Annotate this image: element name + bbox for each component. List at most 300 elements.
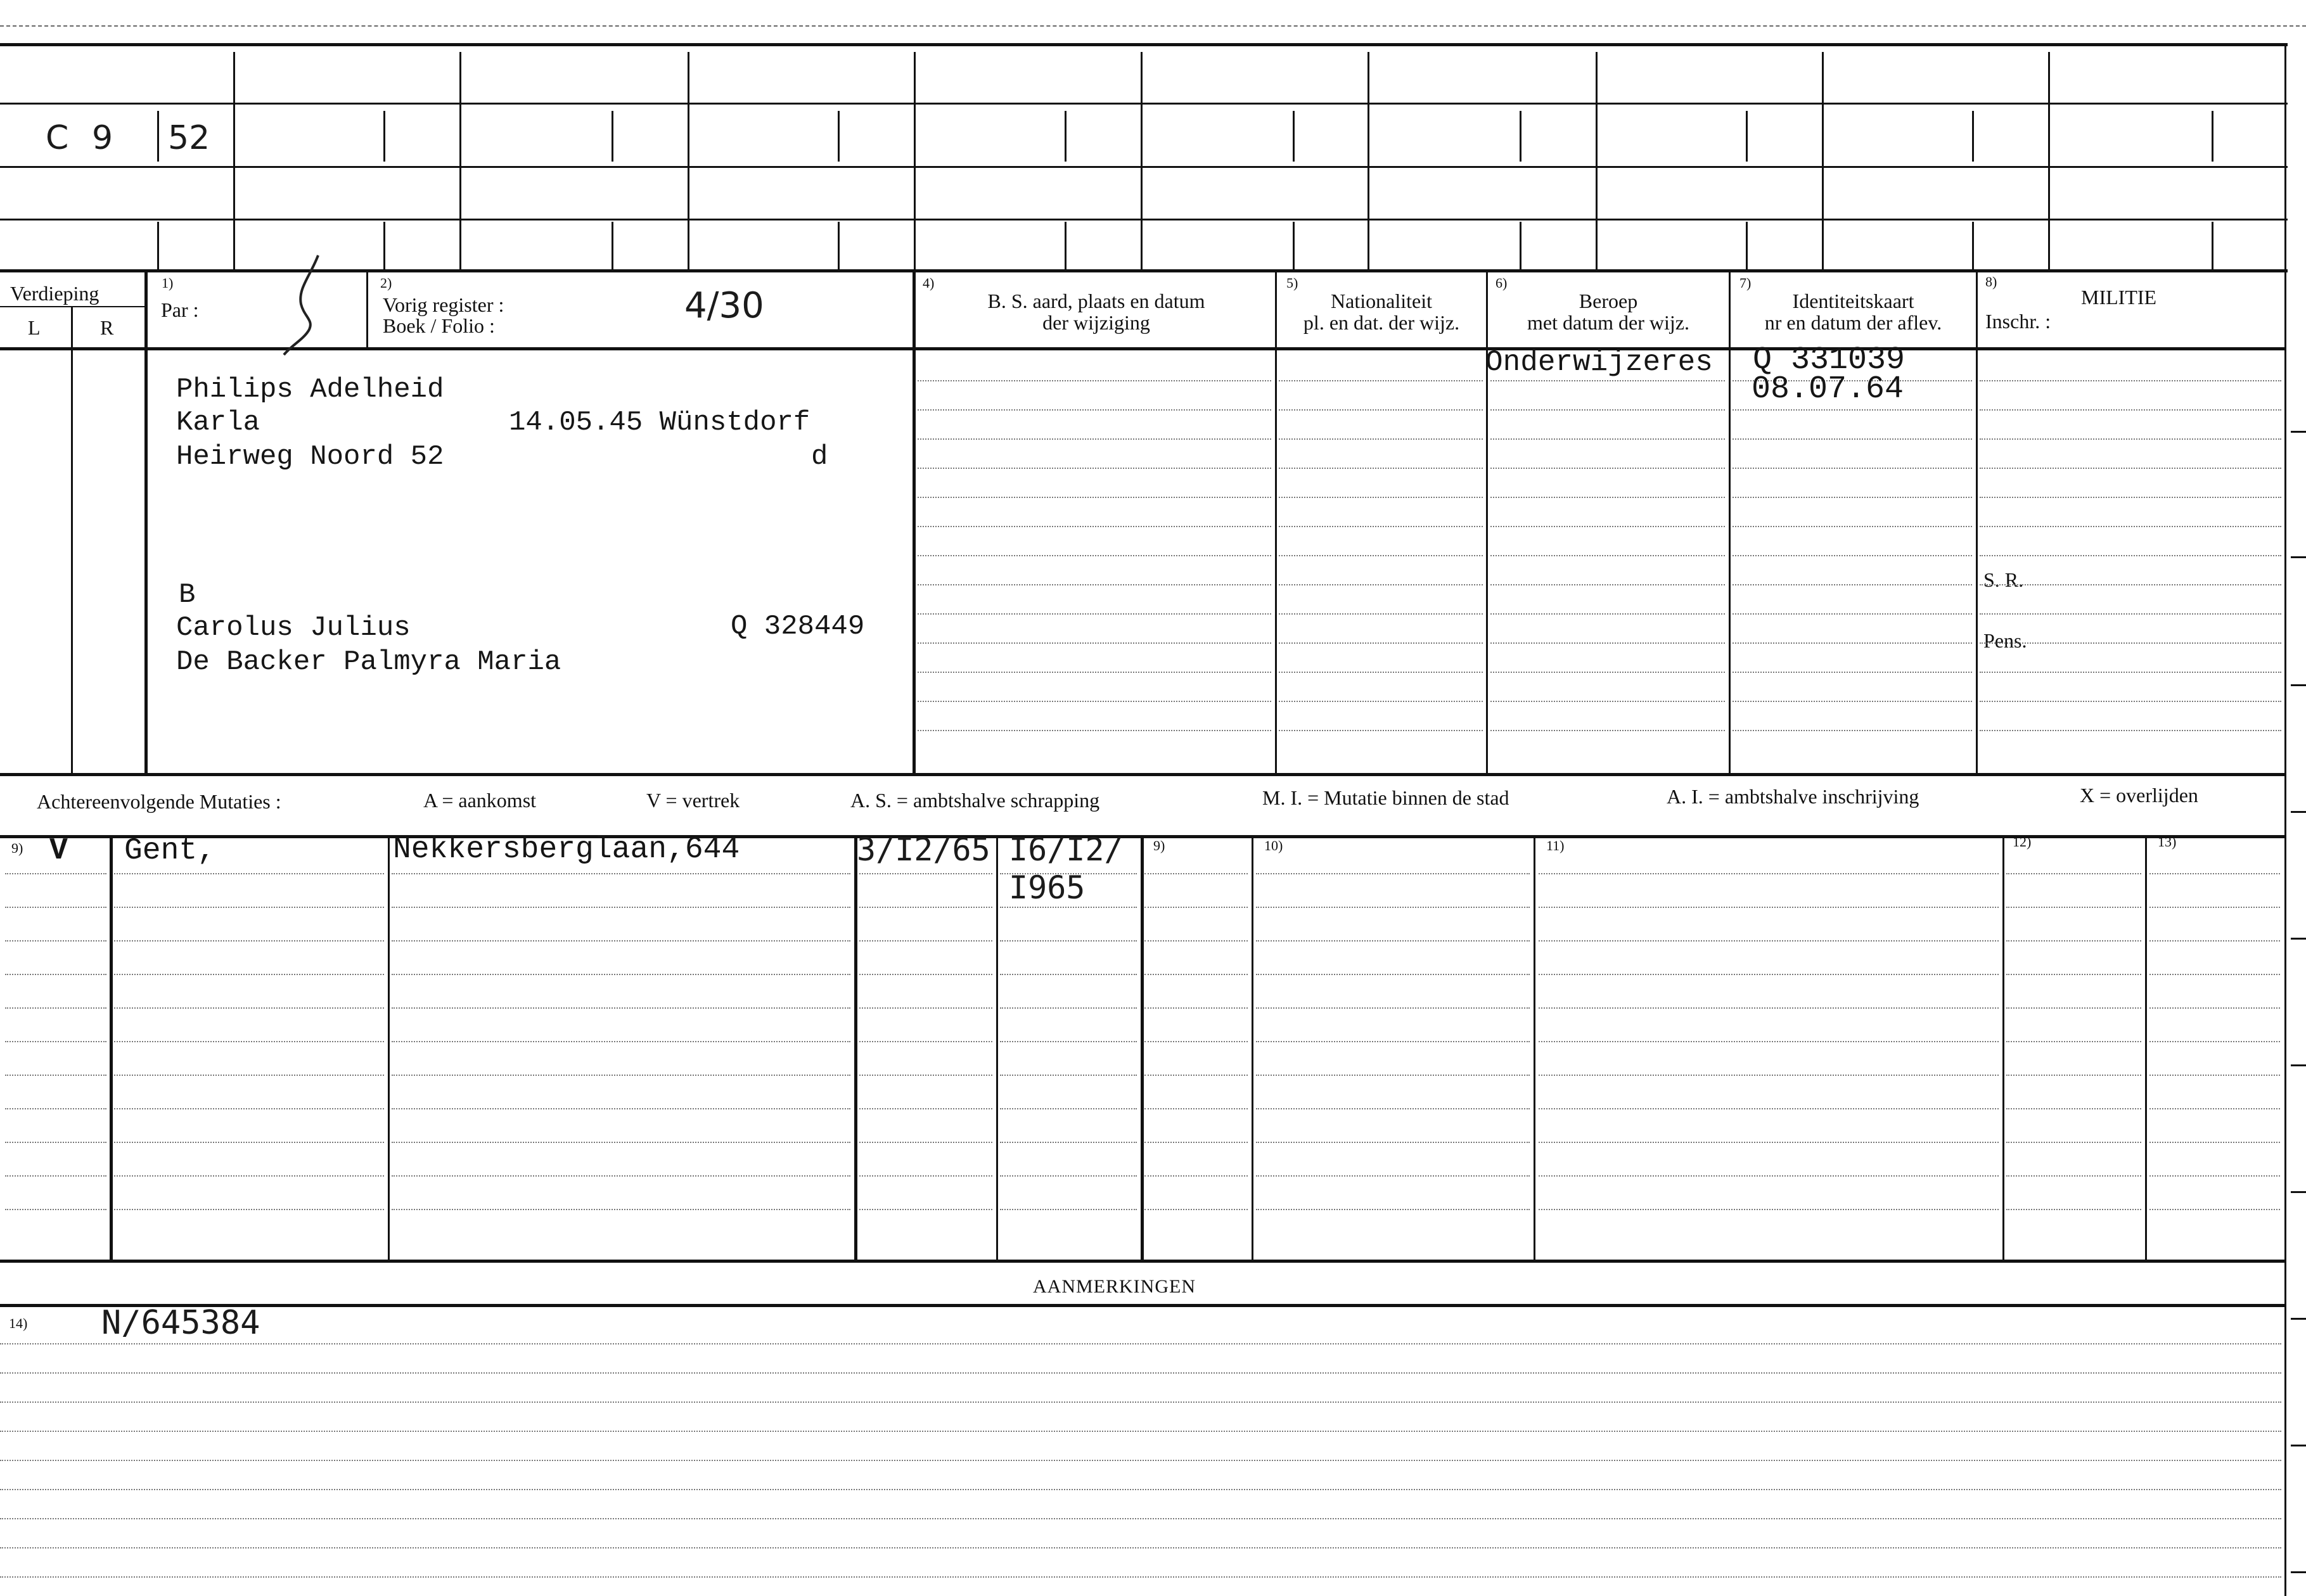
boek-folio-value: 4/30: [684, 285, 764, 326]
pens-label: Pens.: [1983, 629, 2027, 652]
ruling-line: [2149, 873, 2280, 874]
person-gender: d: [811, 441, 828, 473]
ruling-line: [1490, 730, 1725, 731]
ruling-line: [1490, 642, 1725, 644]
mutation-date2-line2: I965: [1009, 869, 1086, 906]
ruling-line: [5, 1175, 106, 1177]
ruling-line: [1144, 1075, 1248, 1076]
ruling-line: [392, 1142, 850, 1143]
ruling-line: [1144, 1007, 1248, 1009]
mutation-col-border: [2002, 835, 2004, 1260]
ruling-line: [1000, 1209, 1137, 1210]
ruling-line: [859, 907, 992, 908]
par-scribble: [272, 250, 342, 358]
top-grid-v: [688, 52, 689, 269]
ruling-line: [1279, 380, 1483, 381]
legend-aankomst: A = aankomst: [423, 789, 537, 812]
top-grid-tick: [2212, 111, 2213, 162]
ruling-line: [2149, 1142, 2280, 1143]
mutation-street: Nekkersberglaan,644: [393, 833, 740, 867]
par-column-border: [366, 272, 368, 347]
remarks-title: AANMERKINGEN: [1033, 1276, 1196, 1297]
ruling-line: [114, 1007, 384, 1009]
top-grid-tick: [157, 222, 159, 269]
top-grid-tick: [383, 111, 385, 162]
ruling-line: [2006, 1142, 2141, 1143]
ruling-line: [1490, 438, 1725, 440]
ruling-line: [2149, 974, 2280, 975]
ruling-line: [5, 873, 106, 874]
top-grid-tick: [1746, 111, 1748, 162]
beroep-label-line1: Beroep: [1579, 290, 1638, 312]
ruling-line: [918, 642, 1271, 644]
bs-column-border: [913, 272, 916, 773]
ruling-line: [1490, 468, 1725, 469]
mutation-col-border: [2145, 835, 2147, 1260]
ruling-line: [859, 974, 992, 975]
ruling-line: [1539, 1041, 1999, 1042]
ruling-line: [5, 1007, 106, 1009]
ruling-line: [1733, 613, 1972, 615]
vorig-register-label: Vorig register :: [383, 293, 504, 316]
person-name-line2: Karla: [176, 407, 260, 438]
verdieping-column-border: [144, 272, 148, 773]
ruling-line: [5, 974, 106, 975]
ruling-line: [0, 1576, 2281, 1578]
ruling-line: [918, 613, 1271, 615]
legend-mutatie: M. I. = Mutatie binnen de stad: [1262, 786, 1509, 809]
bs-label-line2: der wijziging: [1042, 311, 1150, 334]
ruling-line: [5, 1075, 106, 1076]
ruling-line: [0, 1547, 2281, 1548]
ruling-line: [392, 1075, 850, 1076]
ruling-line: [859, 1108, 992, 1109]
ruling-line: [2006, 974, 2141, 975]
mutation-date1: 3/I2/65: [857, 831, 990, 868]
ruling-line: [1539, 1108, 1999, 1109]
ruling-line: [2006, 1075, 2141, 1076]
ruling-line: [1279, 555, 1483, 556]
ruling-line: [1256, 1142, 1530, 1143]
top-grid-tick: [1293, 111, 1295, 162]
ruling-line: [392, 1041, 850, 1042]
ruling-line: [114, 1142, 384, 1143]
ruling-line: [0, 1343, 2281, 1344]
ruling-line: [1256, 1175, 1530, 1177]
top-grid-v: [1368, 52, 1369, 269]
ruling-line: [918, 380, 1271, 381]
id-label-line2: nr en datum der aflev.: [1764, 311, 1942, 334]
ruling-line: [2149, 907, 2280, 908]
ruling-line: [392, 1007, 850, 1009]
ruling-line: [1279, 672, 1483, 673]
top-grid-v: [2284, 43, 2286, 1596]
ruling-line: [1490, 497, 1725, 498]
ruling-line: [1539, 873, 1999, 874]
ruling-line: [1733, 438, 1972, 440]
ruling-line: [1279, 584, 1483, 585]
margin-tick: [2291, 1571, 2306, 1573]
margin-tick: [2291, 1064, 2306, 1066]
boek-folio-label: Boek / Folio :: [383, 314, 495, 337]
ruling-line: [1980, 672, 2281, 673]
ruling-line: [1539, 1075, 1999, 1076]
margin-tick: [2291, 431, 2306, 433]
top-grid-tick: [1065, 222, 1067, 269]
ruling-line: [1279, 730, 1483, 731]
mutation-col-border: [854, 835, 857, 1260]
top-grid-v: [2048, 52, 2050, 269]
ruling-line: [918, 555, 1271, 556]
person-block-bottom-line: [0, 773, 2284, 776]
ruling-line: [1980, 468, 2281, 469]
ruling-line: [1144, 873, 1248, 874]
ruling-line: [2149, 1075, 2280, 1076]
ruling-line: [0, 1372, 2281, 1374]
ruling-line: [1144, 1209, 1248, 1210]
top-grid-tick: [1520, 111, 1521, 162]
ruling-line: [1733, 701, 1972, 702]
ruling-line: [1980, 584, 2281, 585]
ruling-line: [1490, 701, 1725, 702]
ruling-line: [859, 1209, 992, 1210]
ruling-line: [114, 1209, 384, 1210]
legend-schrapping: A. S. = ambtshalve schrapping: [850, 789, 1100, 812]
ruling-line: [1256, 974, 1530, 975]
top-grid-v: [914, 52, 916, 269]
ruling-line: [1279, 438, 1483, 440]
ruling-line: [1539, 1142, 1999, 1143]
father-id: Q 328449: [731, 611, 865, 642]
ruling-line: [859, 1007, 992, 1009]
ruling-line: [1279, 497, 1483, 498]
ruling-line: [1256, 940, 1530, 942]
ruling-line: [1144, 1142, 1248, 1143]
ruling-line: [114, 1075, 384, 1076]
floor-left-label: L: [28, 316, 41, 339]
ruling-line: [1490, 672, 1725, 673]
ruling-line: [392, 940, 850, 942]
ruling-line: [1980, 380, 2281, 381]
ruling-line: [1539, 974, 1999, 975]
ruling-line: [1144, 940, 1248, 942]
id-column-border: [1729, 272, 1731, 773]
ruling-line: [1000, 1175, 1137, 1177]
ruling-line: [392, 907, 850, 908]
id-date-value: 08.07.64: [1752, 371, 1904, 407]
nat-label-line1: Nationaliteit: [1331, 290, 1432, 312]
note-6: 6): [1496, 275, 1508, 291]
mutation-bottom-line: [0, 1260, 2284, 1263]
note-1: 1): [162, 275, 174, 291]
ruling-line: [1980, 526, 2281, 527]
ruling-line: [1539, 907, 1999, 908]
ruling-line: [2006, 1007, 2141, 1009]
margin-tick: [2291, 556, 2306, 558]
ruling-line: [1000, 1108, 1137, 1109]
top-code-letter: C: [46, 119, 69, 157]
ruling-line: [2149, 1041, 2280, 1042]
legend-vertrek: V = vertrek: [646, 789, 740, 812]
header-bottom-line: [0, 347, 2284, 350]
ruling-line: [1256, 873, 1530, 874]
ruling-line: [5, 907, 106, 908]
top-grid-v: [1822, 52, 1824, 269]
ruling-line: [1256, 1007, 1530, 1009]
ruling-line: [1733, 468, 1972, 469]
legend-inschrijving: A. I. = ambtshalve inschrijving: [1667, 785, 1919, 808]
ruling-line: [1144, 1175, 1248, 1177]
ruling-line: [2149, 1108, 2280, 1109]
ruling-line: [1000, 1075, 1137, 1076]
ruling-line: [1144, 1108, 1248, 1109]
top-grid-tick: [1293, 222, 1295, 269]
ruling-line: [1733, 642, 1972, 644]
person-name-line1: Philips Adelheid: [176, 374, 444, 405]
ruling-line: [918, 468, 1271, 469]
ruling-line: [859, 1041, 992, 1042]
top-grid-v: [1141, 52, 1143, 269]
ruling-line: [1000, 974, 1137, 975]
top-code-number: 9: [92, 119, 113, 157]
id-number-value: Q 331039: [1753, 342, 1906, 378]
floor-right-label: R: [100, 316, 114, 339]
ruling-line: [1000, 1007, 1137, 1009]
id-label-line1: Identiteitskaart: [1792, 290, 1914, 312]
ruling-line: [114, 1175, 384, 1177]
ruling-line: [1144, 1041, 1248, 1042]
ruling-line: [1000, 1142, 1137, 1143]
top-grid-tick: [838, 111, 840, 162]
ruling-line: [5, 1041, 106, 1042]
ruling-line: [1980, 555, 2281, 556]
ruling-line: [1980, 642, 2281, 644]
mut-note-9: 9): [11, 840, 23, 856]
ruling-line: [2149, 1175, 2280, 1177]
ruling-line: [859, 873, 992, 874]
ruling-line: [392, 1175, 850, 1177]
ruling-line: [1144, 974, 1248, 975]
ruling-line: [2006, 907, 2141, 908]
mutation-col-border: [110, 835, 113, 1260]
militie-column-border: [1976, 272, 1978, 773]
ruling-line: [1279, 526, 1483, 527]
legend-overlijden: X = overlijden: [2080, 784, 2198, 807]
ruling-line: [114, 940, 384, 942]
note-4: 4): [923, 275, 935, 291]
parents-label: B: [179, 579, 196, 611]
ruling-line: [2149, 940, 2280, 942]
ruling-line: [392, 873, 850, 874]
nat-column-border: [1275, 272, 1277, 773]
top-edge-line: [0, 25, 2306, 27]
top-grid-tick: [1520, 222, 1521, 269]
top-grid-v: [1596, 52, 1598, 269]
ruling-line: [392, 974, 850, 975]
inschr-label: Inschr. :: [1985, 310, 2051, 333]
ruling-line: [1256, 1108, 1530, 1109]
ruling-line: [114, 1108, 384, 1109]
beroep-value: Onderwijzeres: [1485, 346, 1713, 379]
ruling-line: [1490, 584, 1725, 585]
margin-tick: [2291, 811, 2306, 813]
ruling-line: [2006, 940, 2141, 942]
ruling-line: [5, 1209, 106, 1210]
mutation-col-border: [1141, 835, 1144, 1260]
remarks-title-line: [0, 1304, 2284, 1307]
margin-tick: [2291, 1445, 2306, 1446]
margin-tick: [2291, 684, 2306, 686]
ruling-line: [5, 940, 106, 942]
top-grid-top-line: [0, 43, 2288, 46]
ruling-line: [1539, 1209, 1999, 1210]
ruling-line: [1279, 409, 1483, 411]
mut-note-11: 11): [1546, 838, 1565, 853]
ruling-line: [918, 701, 1271, 702]
ruling-line: [392, 1209, 850, 1210]
top-grid-bottom-line: [0, 269, 2288, 272]
top-grid-line-3: [0, 166, 2288, 168]
top-grid-tick: [157, 111, 159, 162]
note-7: 7): [1739, 275, 1752, 291]
margin-tick: [2291, 1191, 2306, 1193]
mutation-col-border: [1252, 835, 1253, 1260]
militie-title: MILITIE: [2081, 286, 2157, 309]
ruling-line: [1980, 409, 2281, 411]
mutation-type: V: [49, 834, 68, 868]
par-label: Par :: [161, 298, 199, 321]
mutation-col-border: [996, 835, 998, 1260]
ruling-line: [5, 1108, 106, 1109]
top-grid-line-4: [0, 219, 2288, 220]
ruling-line: [1980, 730, 2281, 731]
ruling-line: [918, 672, 1271, 673]
ruling-line: [1490, 613, 1725, 615]
top-grid-line-2: [0, 103, 2288, 105]
mut-note-12: 12): [2013, 834, 2032, 850]
top-grid-tick: [612, 222, 613, 269]
ruling-line: [2149, 1209, 2280, 1210]
ruling-line: [1980, 497, 2281, 498]
mut-note-9b: 9): [1153, 838, 1165, 853]
top-grid-tick: [1746, 222, 1748, 269]
ruling-line: [114, 974, 384, 975]
top-grid-v: [459, 52, 461, 269]
ruling-line: [1000, 907, 1137, 908]
ruling-line: [1980, 438, 2281, 440]
top-grid-tick: [838, 222, 840, 269]
ruling-line: [0, 1460, 2281, 1461]
mutation-col-border: [388, 835, 390, 1260]
mutation-col-border: [1534, 835, 1535, 1260]
ruling-line: [2006, 873, 2141, 874]
verdieping-divider: [0, 306, 146, 307]
ruling-line: [1733, 584, 1972, 585]
ruling-line: [0, 1489, 2281, 1490]
margin-tick: [2291, 1318, 2306, 1320]
ruling-line: [1733, 526, 1972, 527]
ruling-line: [918, 438, 1271, 440]
verdieping-label: Verdieping: [10, 282, 99, 305]
mutation-date2-line1: I6/I2/: [1009, 831, 1124, 868]
person-address: Heirweg Noord 52: [176, 441, 444, 473]
mutation-city: Gent,: [124, 834, 216, 868]
nat-label-line2: pl. en dat. der wijz.: [1303, 311, 1460, 334]
mut-note-10: 10): [1264, 838, 1283, 853]
ruling-line: [2149, 1007, 2280, 1009]
mother-name: De Backer Palmyra Maria: [176, 646, 561, 678]
top-code-house: 52: [168, 119, 210, 157]
ruling-line: [1733, 409, 1972, 411]
ruling-line: [1279, 613, 1483, 615]
ruling-line: [859, 1142, 992, 1143]
ruling-line: [114, 907, 384, 908]
ruling-line: [1539, 1007, 1999, 1009]
margin-tick: [2291, 938, 2306, 940]
sr-label: S. R.: [1983, 568, 2024, 591]
ruling-line: [859, 940, 992, 942]
ruling-line: [918, 497, 1271, 498]
top-grid-tick: [383, 222, 385, 269]
ruling-line: [859, 1075, 992, 1076]
ruling-line: [1539, 940, 1999, 942]
top-grid-tick: [1972, 111, 1974, 162]
note-5: 5): [1286, 275, 1298, 291]
ruling-line: [114, 873, 384, 874]
ruling-line: [1256, 1041, 1530, 1042]
ruling-line: [1733, 672, 1972, 673]
ruling-line: [918, 730, 1271, 731]
ruling-line: [1980, 613, 2281, 615]
ruling-line: [1490, 409, 1725, 411]
ruling-line: [2006, 1175, 2141, 1177]
ruling-line: [859, 1175, 992, 1177]
person-birth: 14.05.45 Wünstdorf: [509, 407, 810, 438]
ruling-line: [1279, 468, 1483, 469]
ruling-line: [2006, 1108, 2141, 1109]
ruling-line: [1490, 526, 1725, 527]
ruling-line: [918, 526, 1271, 527]
ruling-line: [1733, 730, 1972, 731]
ruling-line: [918, 584, 1271, 585]
note-8: 8): [1985, 274, 1997, 290]
ruling-line: [392, 1108, 850, 1109]
ruling-line: [5, 1142, 106, 1143]
top-grid-v: [233, 52, 235, 269]
father-name: Carolus Julius: [176, 612, 411, 644]
ruling-line: [1490, 380, 1725, 381]
legend-title: Achtereenvolgende Mutaties :: [37, 790, 281, 813]
ruling-line: [1000, 940, 1137, 942]
beroep-label-line2: met datum der wijz.: [1527, 311, 1689, 334]
ruling-line: [1490, 555, 1725, 556]
verdieping-lr-divider: [71, 306, 73, 773]
top-grid-tick: [2212, 222, 2213, 269]
ruling-line: [0, 1401, 2281, 1403]
ruling-line: [1000, 1041, 1137, 1042]
ruling-line: [0, 1431, 2281, 1432]
ruling-line: [2006, 1209, 2141, 1210]
ruling-line: [1256, 1209, 1530, 1210]
ruling-line: [114, 1041, 384, 1042]
ruling-line: [1980, 701, 2281, 702]
ruling-line: [1539, 1175, 1999, 1177]
remarks-value: N/645384: [101, 1304, 260, 1342]
note-2: 2): [380, 275, 392, 291]
ruling-line: [1256, 1075, 1530, 1076]
bs-label-line1: B. S. aard, plaats en datum: [987, 290, 1205, 312]
ruling-line: [1733, 555, 1972, 556]
